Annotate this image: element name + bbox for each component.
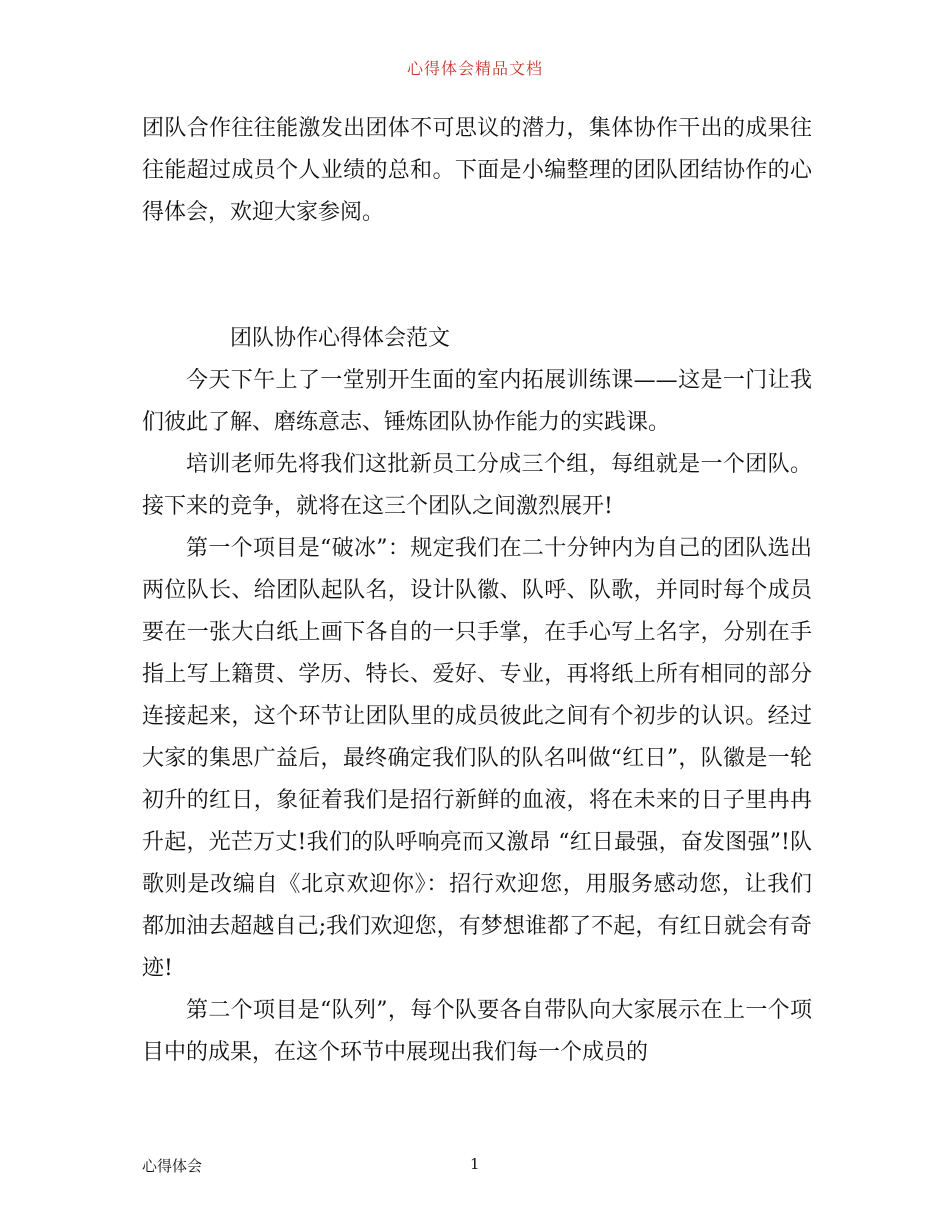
page-header-title: 心得体会精品文档 <box>406 59 543 78</box>
article-paragraph-3: 第一个项目是“破冰”：规定我们在二十分钟内为自己的团队选出两位队长、给团队起队名，设计队徽、队呼、队歌，并同时每个成员要在一张大白纸上画下各自的一只手掌，在手心写上名字，分别在手指上写上籍贯、学历、特长、爱好、专业，再将纸上所有相同的部分连接起来，这个环节让团队里的成员彼此之间有个初步的认识。经过大家的集思广益后，最终确定我们队的队名叫做“红日”，队徽是一轮初升的红日，象征着我们是招行新鲜的血液，将在未来的日子里冉冉升起，光芒万丈!我们的队呼响亮而又激昂 “红日最强，奋发图强”!队歌则是改编自《北京欢迎你》：招行欢迎您，用服务感动您，让我们都加油去超越自己;我们欢迎您，有梦想谁都了不起，有红日就会有奇迹! <box>142 536 812 981</box>
article-title: 团队协作心得体会范文 <box>230 326 451 351</box>
page-number: 1 <box>470 1155 480 1173</box>
footer-label: 心得体会 <box>142 1157 203 1175</box>
intro-paragraph: 团队合作往往能激发出团体不可思议的潜力，集体协作干出的成果往往能超过成员个人业绩的总和。下面是小编整理的团队团结协作的心得体会，欢迎大家参阅。 <box>142 116 812 225</box>
article-paragraph-4: 第二个项目是“队列”，每个队要各自带队向大家展示在上一个项目中的成果，在这个环节中展现出我们每一个成员的 <box>142 998 812 1065</box>
intro-section <box>142 108 812 234</box>
article-section <box>142 318 812 1074</box>
article-paragraph-1: 今天下午上了一堂别开生面的室内拓展训练课——这是一门让我们彼此了解、磨练意志、锤炼团队协作能力的实践课。 <box>142 368 812 435</box>
article-paragraph-2: 培训老师先将我们这批新员工分成三个组，每组就是一个团队。接下来的竞争，就将在这三个团队之间激烈展开! <box>142 452 812 519</box>
